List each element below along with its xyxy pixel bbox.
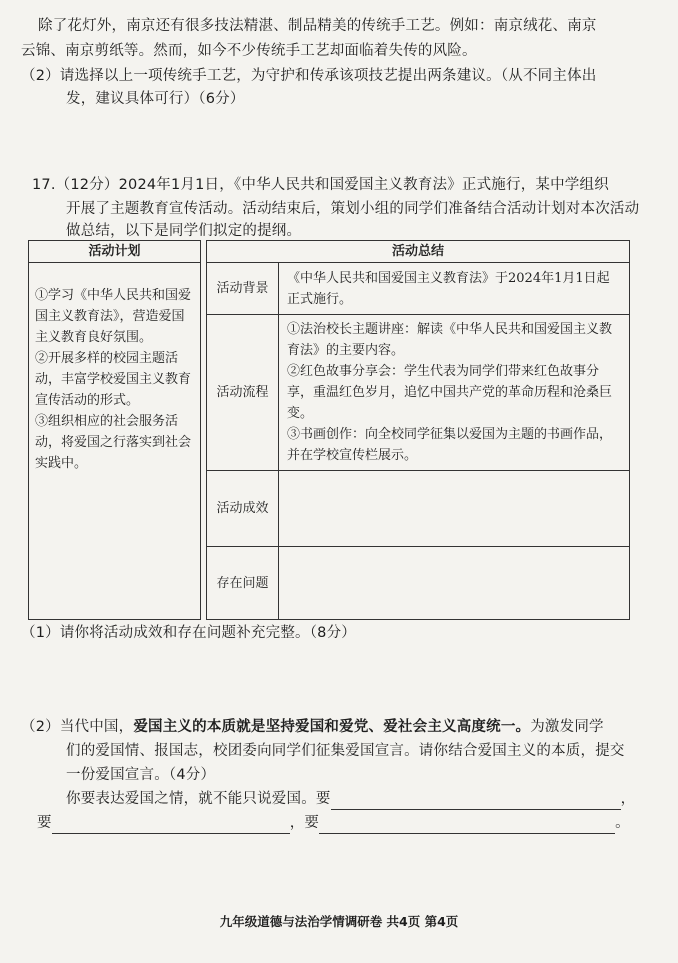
plan-item-3: ③组织相应的社会服务活动，将爱国之行落实到社会实践中。 [35,414,192,471]
intro-line-1: 除了花灯外，南京还有很多技法精湛、制品精美的传统手工艺。例如：南京绒花、南京 [38,18,597,34]
q17-2-prefix: （2）当代中国， [21,719,134,735]
q17-2-line-2: 们的爱国情、报国志，校团委向同学们征集爱国宣言。请你结合爱国主义的本质，提交 [66,743,625,759]
declaration-start-2: 要 [37,815,52,831]
q17-2-suffix: 为激发同学 [530,719,604,735]
intro-line-2: 云锦、南京剪纸等。然而，如今不少传统手工艺却面临着失传的风险。 [21,43,477,59]
activity-outline-table [28,240,630,620]
declaration-mid-2: ，要 [289,815,320,831]
page-footer: 九年级道德与法治学情调研卷 共4页 第4页 [219,914,459,929]
background-text: 《中华人民共和国爱国主义教育法》于2024年1月1日起正式施行。 [287,270,610,307]
q16-2-line-2: 发，建议具体可行）（6分） [66,91,245,107]
q17-line-2: 开展了主题教育宣传活动。活动结束后，策划小组的同学们准备结合活动计划对本次活动 [66,201,640,217]
q17-2-line-1 [21,716,604,738]
q17-line-1: 17.（12分）2024年1月1日，《中华人民共和国爱国主义教育法》正式施行，某中学组织 [32,177,609,193]
declaration-lead: 你要表达爱国之情，就不能只说爱国。要 [66,791,331,807]
plan-item-2: ②开展多样的校园主题活动，丰富学校爱国主义教育宣传活动的形式。 [35,351,192,408]
declaration-line-2 [37,812,630,834]
plan-cell [29,263,201,620]
declaration-blank-3[interactable] [319,817,615,834]
row-label-process: 活动流程 [207,315,279,471]
summary-header: 活动总结 [207,241,630,263]
process-step-3: ③书画创作：向全校同学征集以爱国为主题的书画作品，并在学校宣传栏展示。 [287,427,613,463]
declaration-end-2: 。 [615,815,630,831]
declaration-blank-1[interactable] [331,793,621,810]
declaration-blank-2[interactable] [52,817,290,834]
plan-item-1: ①学习《中华人民共和国爱国主义教育法》，营造爱国主义教育良好氛围。 [35,288,192,345]
plan-header: 活动计划 [29,241,201,263]
process-step-2: ②红色故事分享会：学生代表为同学们带来红色故事分享，重温红色岁月，追忆中国共产党的革命历程和沧桑巨变。 [287,364,613,421]
process-step-1: ①法治校长主题讲座：解读《中华人民共和国爱国主义教育法》的主要内容。 [287,322,613,358]
row-content-process [279,315,630,471]
declaration-line-1 [66,788,635,810]
q17-line-3: 做总结，以下是同学们拟定的提纲。 [66,223,302,239]
q17-1-text: （1）请你将活动成效和存在问题补充完整。（8分） [21,625,356,641]
row-label-problems: 存在问题 [207,547,279,620]
q17-2-emphasis: 爱国主义的本质就是坚持爱国和爱党、爱社会主义高度统一。 [133,719,531,735]
declaration-comma: ， [620,791,636,807]
q16-2-line-1: （2）请选择以上一项传统手工艺，为守护和传承该项技艺提出两条建议。（从不同主体出 [21,68,597,84]
row-label-results: 活动成效 [207,471,279,547]
problems-answer-cell[interactable] [279,547,630,620]
results-answer-cell[interactable] [279,471,630,547]
row-content-background [279,263,630,315]
q17-2-line-3: 一份爱国宣言。（4分） [66,767,216,783]
row-label-background: 活动背景 [207,263,279,315]
